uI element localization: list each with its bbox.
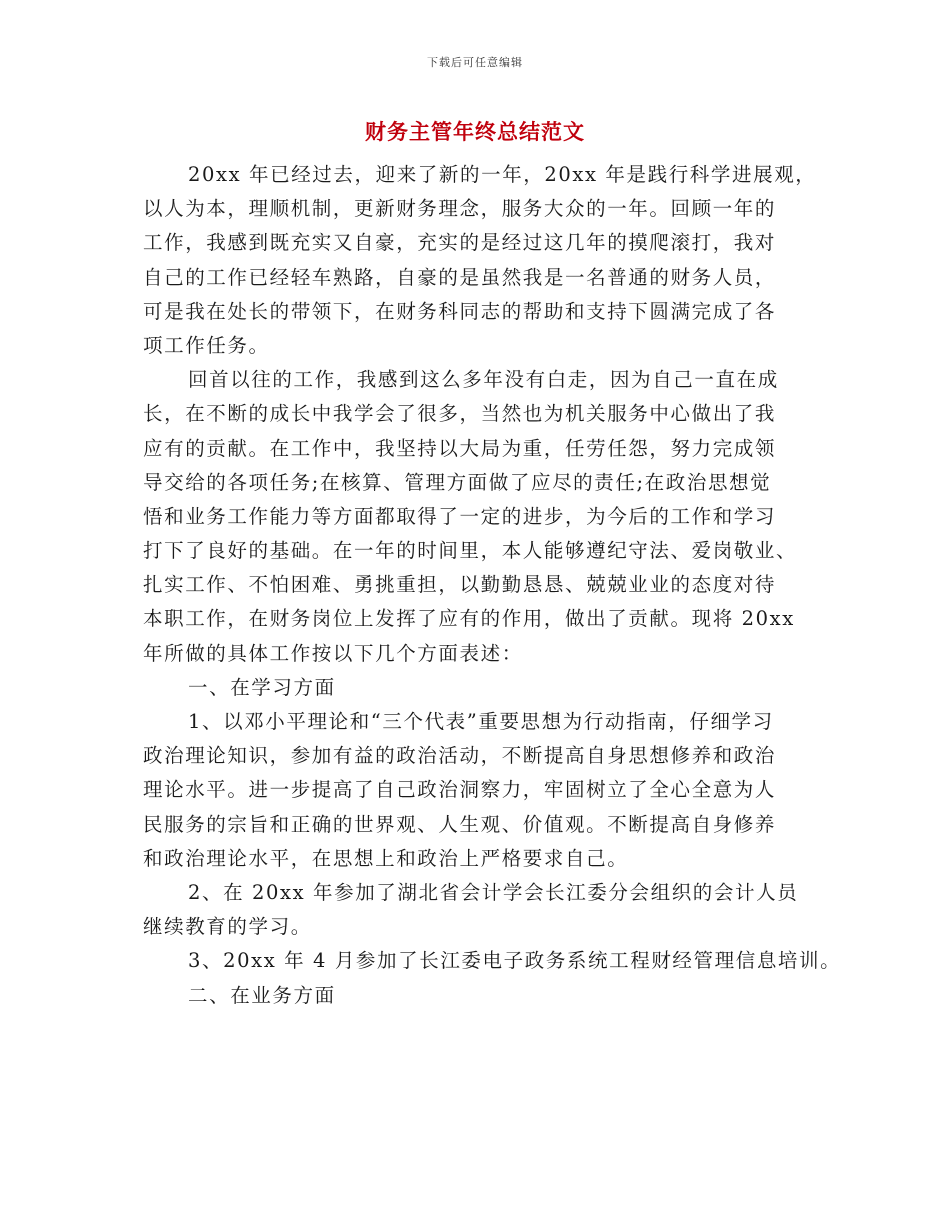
paragraph-line: 年所做的具体工作按以下几个方面表述： [143, 641, 523, 665]
section-heading: 二、在业务方面 [188, 983, 336, 1007]
paragraph-line: 理论水平。进一步提高了自己政治洞察力，牢固树立了全心全意为人 [143, 778, 777, 802]
paragraph-line: 扎实工作、不怕困难、勇挑重担，以勤勤恳恳、兢兢业业的态度对待 [143, 573, 777, 597]
document-title: 财务主管年终总结范文 [365, 119, 585, 144]
paragraph-line: 应有的贡献。在工作中，我坚持以大局为重，任劳任怨，努力完成领 [143, 436, 777, 460]
paragraph-line: 民服务的宗旨和正确的世界观、人生观、价值观。不断提高自身修养 [143, 812, 777, 836]
paragraph-line: 可是我在处长的带领下，在财务科同志的帮助和支持下圆满完成了各 [143, 299, 777, 323]
paragraph-line: 悟和业务工作能力等方面都取得了一定的进步，为今后的工作和学习 [143, 504, 777, 528]
paragraph-line: 2、在 20xx 年参加了湖北省会计学会长江委分会组织的会计人员 [188, 880, 799, 904]
paragraph-line: 长，在不断的成长中我学会了很多，当然也为机关服务中心做出了我 [143, 402, 777, 426]
paragraph-line: 本职工作，在财务岗位上发挥了应有的作用，做出了贡献。现将 20xx [143, 607, 795, 631]
paragraph-line: 自己的工作已经轻车熟路，自豪的是虽然我是一名普通的财务人员， [143, 265, 777, 289]
paragraph-line: 继续教育的学习。 [143, 915, 312, 939]
paragraph-line: 回首以往的工作，我感到这么多年没有白走，因为自己一直在成 [188, 368, 779, 392]
paragraph-line: 以人为本，理顺机制，更新财务理念，服务大众的一年。回顾一年的 [143, 197, 777, 221]
paragraph-line: 项工作任务。 [143, 333, 270, 357]
paragraph-line: 导交给的各项任务;在核算、管理方面做了应尽的责任;在政治思想觉 [143, 470, 772, 494]
header-note: 下载后可任意编辑 [427, 56, 523, 69]
paragraph-line: 1、以邓小平理论和“三个代表”重要思想为行动指南，仔细学习 [188, 710, 774, 733]
section-heading: 一、在学习方面 [188, 675, 336, 699]
paragraph-line: 打下了良好的基础。在一年的时间里，本人能够遵纪守法、爱岗敬业、 [143, 539, 798, 563]
paragraph-line: 3、20xx 年 4 月参加了长江委电子政务系统工程财经管理信息培训。 [188, 949, 842, 973]
paragraph-line: 20xx 年已经过去，迎来了新的一年，20xx 年是践行科学进展观， [188, 163, 817, 186]
paragraph-line: 政治理论知识，参加有益的政治活动，不断提高自身思想修养和政治 [143, 744, 777, 768]
document-body [143, 158, 842, 1013]
paragraph-line: 和政治理论水平，在思想上和政治上严格要求自己。 [143, 846, 629, 870]
paragraph-line: 工作，我感到既充实又自豪，充实的是经过这几年的摸爬滚打，我对 [143, 231, 777, 255]
